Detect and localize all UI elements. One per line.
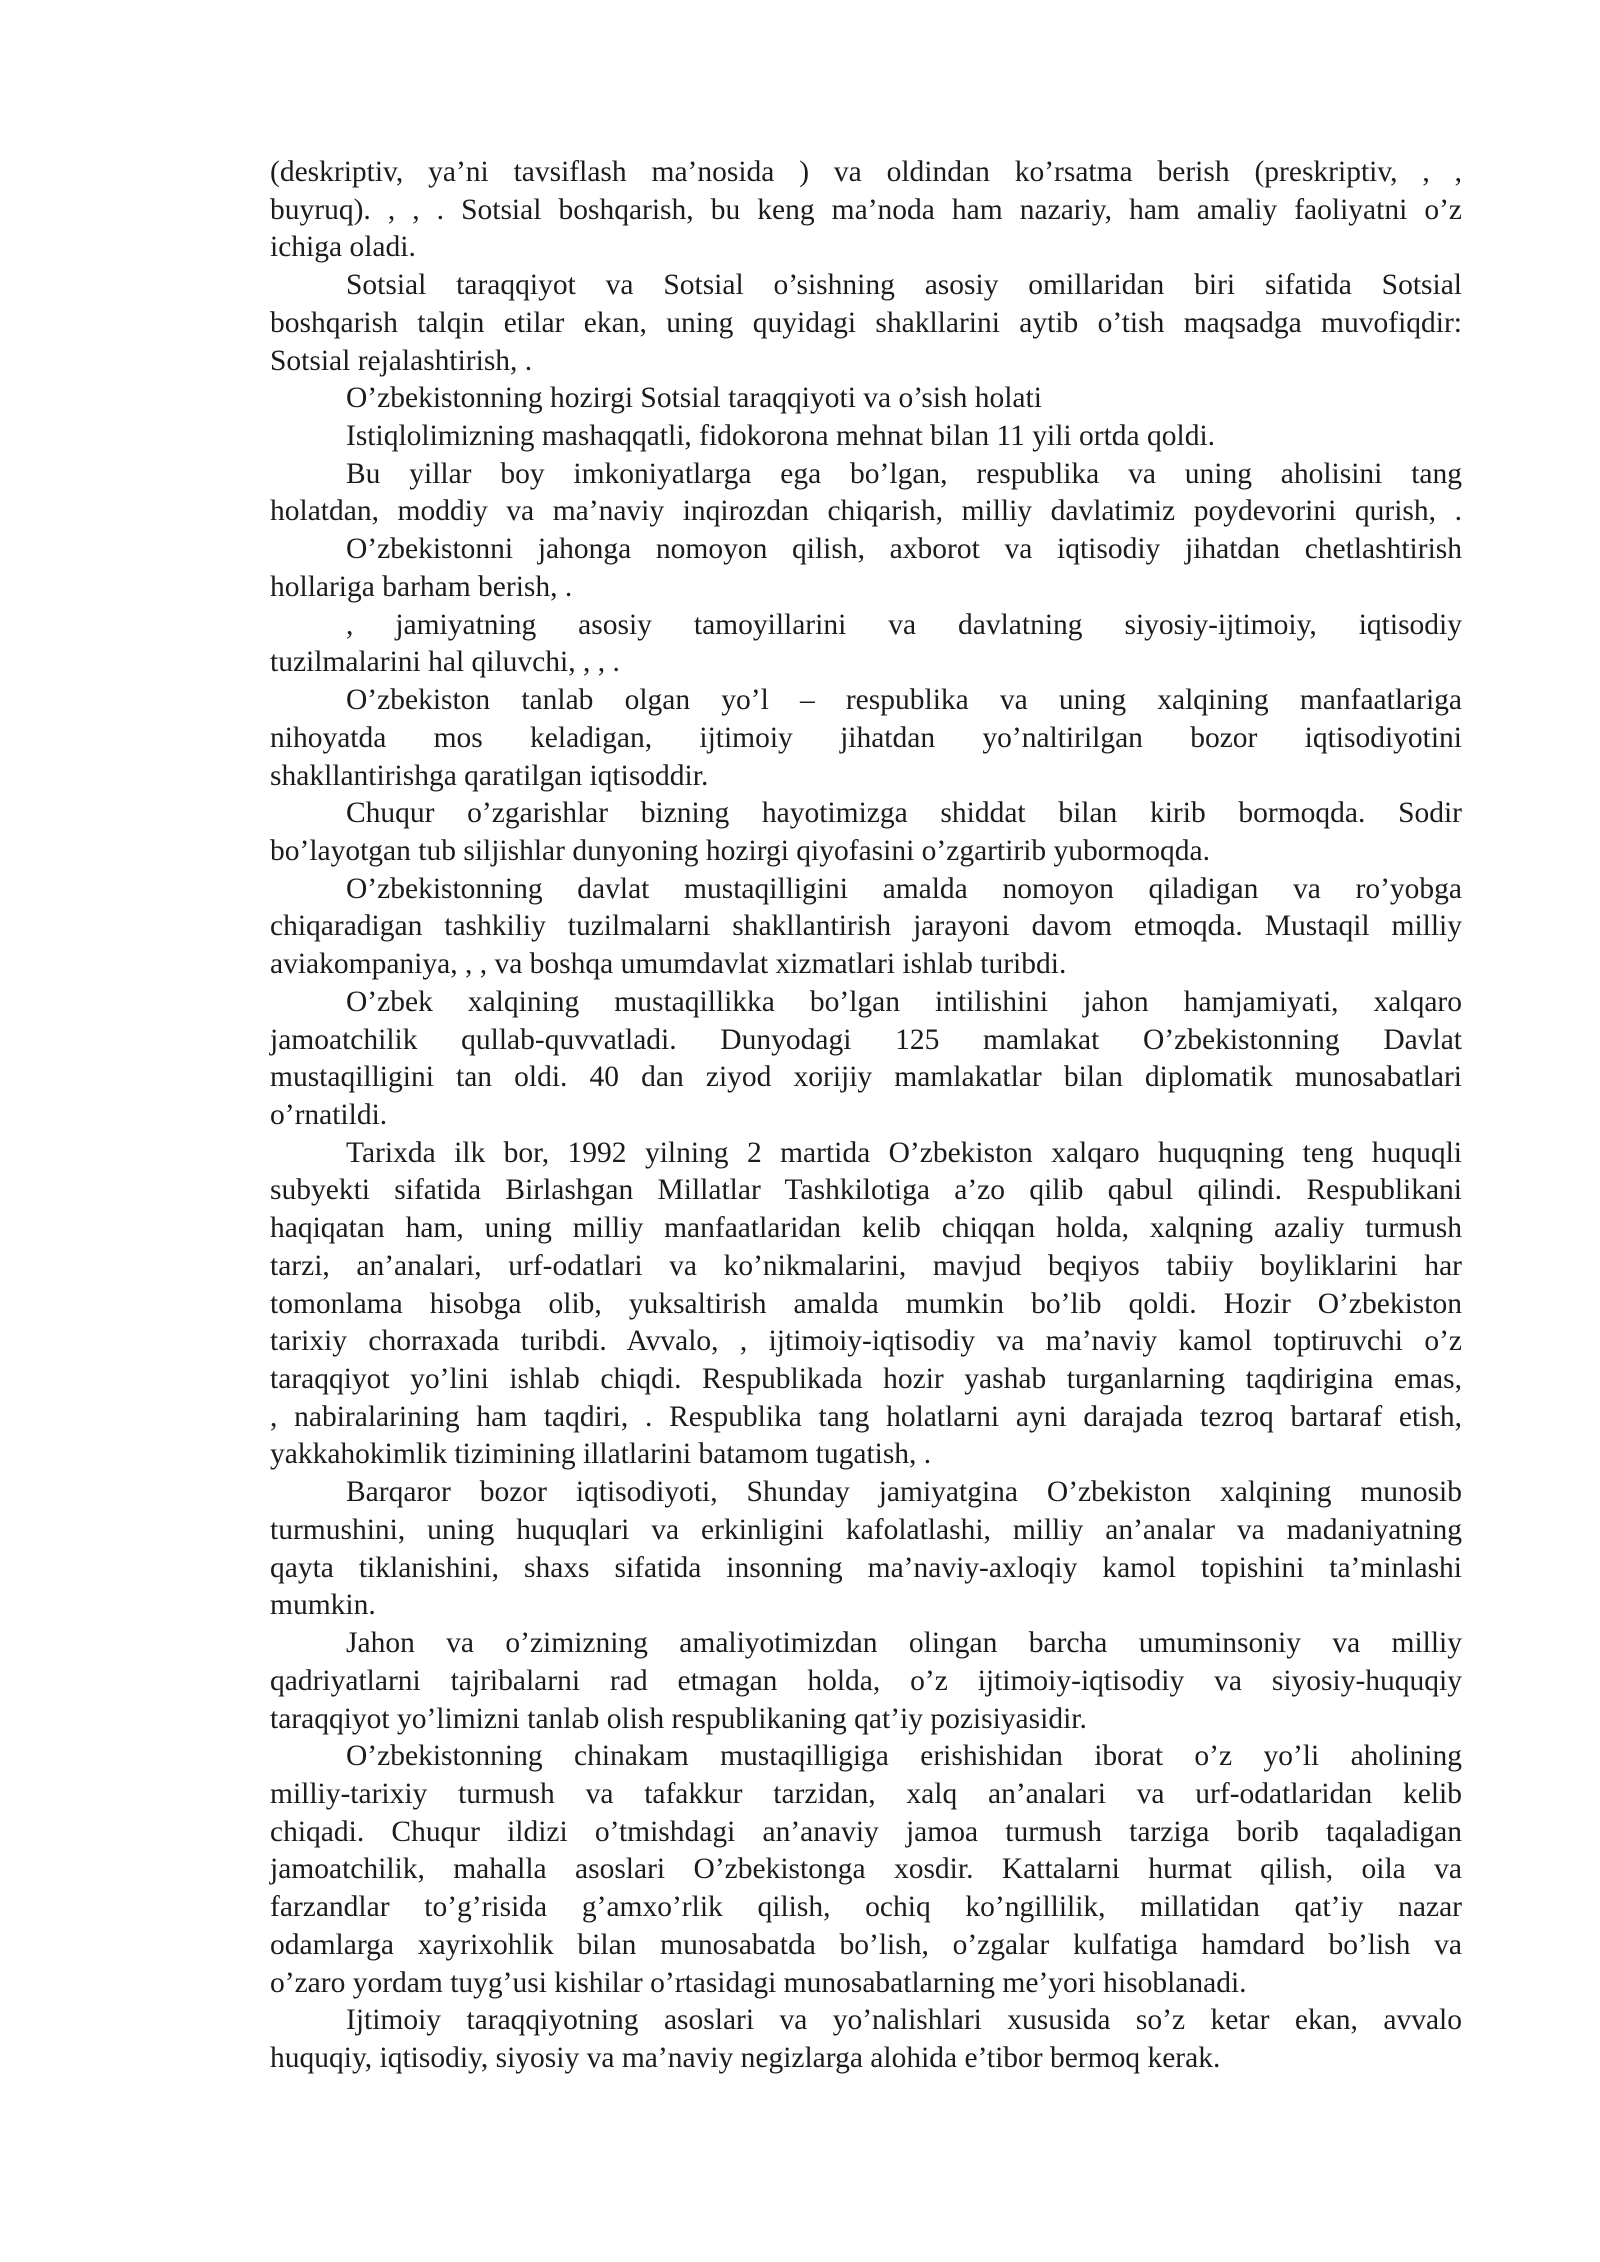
text-line: taraqqiyot yo’lini ishlab chiqdi. Respublikada hozir yashab turganlarning taqdirigina emas,: [270, 1363, 1462, 1395]
text-line: mumkin.: [270, 1589, 376, 1621]
text-line: haqiqatan ham, uning milliy manfaatlaridan kelib chiqqan holda, xalqning azaliy turmush: [270, 1212, 1462, 1244]
text-line: tuzilmalarini hal qiluvchi, , , .: [270, 646, 620, 678]
text-line: Sotsial rejalashtirish, .: [270, 345, 533, 377]
text-line: Bu yillar boy imkoniyatlarga ega bo’lgan, respublika va uning aholisini tang: [346, 458, 1462, 490]
text-line: (deskriptiv, ya’ni tavsiflash ma’nosida ) va oldindan ko’rsatma berish (preskriptiv, , ,: [270, 156, 1462, 188]
text-line: tomonlama hisobga olib, yuksaltirish amalda mumkin bo’lib qoldi. Hozir O’zbekiston: [270, 1288, 1462, 1320]
text-line: O’zbekistonning hozirgi Sotsial taraqqiyoti va o’sish holati: [346, 382, 1042, 414]
text-line: shakllantirishga qaratilgan iqtisoddir.: [270, 760, 709, 792]
text-line: qadriyatlarni tajribalarni rad etmagan holda, o’z ijtimoiy-iqtisodiy va siyosiy-huquqiy: [270, 1665, 1462, 1697]
text-line: jamoatchilik qullab-quvvatladi. Dunyodagi 125 mamlakat O’zbekistonning Davlat: [270, 1024, 1462, 1056]
text-line: holatdan, moddiy va ma’naviy inqirozdan chiqarish, milliy davlatimiz poydevorini qurish, .: [270, 495, 1462, 527]
text-line: o’zaro yordam tuyg’usi kishilar o’rtasidagi munosabatlarning me’yori hisoblanadi.: [270, 1967, 1247, 1999]
text-line: tarzi, an’analari, urf-odatlari va ko’nikmalarini, mavjud beqiyos tabiiy boyliklarini har: [270, 1250, 1462, 1282]
text-line: O’zbekistonni jahonga nomoyon qilish, axborot va iqtisodiy jihatdan chetlashtirish: [346, 533, 1462, 565]
text-line: , nabiralarining ham taqdiri, . Respublika tang holatlarni ayni darajada tezroq bartaraf etish,: [270, 1401, 1462, 1433]
text-line: Jahon va o’zimizning amaliyotimizdan olingan barcha umuminsoniy va milliy: [346, 1627, 1462, 1659]
text-line: O’zbekistonning chinakam mustaqilligiga erishishidan iborat o’z yo’li aholining: [346, 1740, 1462, 1772]
text-line: mustaqilligini tan oldi. 40 dan ziyod xorijiy mamlakatlar bilan diplomatik munosabatlari: [270, 1061, 1462, 1093]
text-line: nihoyatda mos keladigan, ijtimoiy jihatdan yo’naltirilgan bozor iqtisodiyotini: [270, 722, 1462, 754]
text-line: Tarixda ilk bor, 1992 yilning 2 martida O’zbekiston xalqaro huquqning teng huquqli: [346, 1137, 1462, 1169]
text-line: boshqarish talqin etilar ekan, uning quyidagi shakllarini aytib o’tish maqsadga muvofiqdir:: [270, 307, 1462, 339]
text-line: Ijtimoiy taraqqiyotning asoslari va yo’nalishlari xususida so’z ketar ekan, avvalo: [346, 2004, 1462, 2036]
text-line: jamoatchilik, mahalla asoslari O’zbekistonga xosdir. Kattalarni hurmat qilish, oila va: [270, 1853, 1462, 1885]
text-line: Istiqlolimizning mashaqqatli, fidokorona mehnat bilan 11 yili ortda qoldi.: [346, 420, 1216, 452]
text-line: subyekti sifatida Birlashgan Millatlar Tashkilotiga a’zo qilib qabul qilindi. Respublikani: [270, 1174, 1462, 1206]
text-line: taraqqiyot yo’limizni tanlab olish respublikaning qat’iy pozisiyasidir.: [270, 1703, 1087, 1735]
text-line: bo’layotgan tub siljishlar dunyoning hozirgi qiyofasini o’zgartirib yubormoqda.: [270, 835, 1211, 867]
text-line: O’zbekiston tanlab olgan yo’l – respublika va uning xalqining manfaatlariga: [346, 684, 1462, 716]
text-line: aviakompaniya, , , va boshqa umumdavlat xizmatlari ishlab turibdi.: [270, 948, 1067, 980]
text-line: Barqaror bozor iqtisodiyoti, Shunday jamiyatgina O’zbekiston xalqining munosib: [346, 1476, 1462, 1508]
text-line: O’zbek xalqining mustaqillikka bo’lgan intilishini jahon hamjamiyati, xalqaro: [346, 986, 1462, 1018]
text-line: odamlarga xayrixohlik bilan munosabatda bo’lish, o’zgalar kulfatiga hamdard bo’lish va: [270, 1929, 1462, 1961]
text-line: turmushini, uning huquqlari va erkinligini kafolatlashi, milliy an’analar va madaniyatning: [270, 1514, 1462, 1546]
text-line: farzandlar to’g’risida g’amxo’rlik qilish, ochiq ko’ngillilik, millatidan qat’iy nazar: [270, 1891, 1462, 1923]
text-line: Chuqur o’zgarishlar bizning hayotimizga shiddat bilan kirib bormoqda. Sodir: [346, 797, 1462, 829]
text-line: yakkahokimlik tizimining illatlarini batamom tugatish, .: [270, 1438, 932, 1470]
text-line: ichiga oladi.: [270, 231, 416, 263]
text-line: O’zbekistonning davlat mustaqilligini amalda nomoyon qiladigan va ro’yobga: [346, 873, 1462, 905]
text-line: huquqiy, iqtisodiy, siyosiy va ma’naviy negizlarga alohida e’tibor bermoq kerak.: [270, 2042, 1221, 2074]
text-line: tarixiy chorraxada turibdi. Avvalo, , ijtimoiy-iqtisodiy va ma’naviy kamol toptiruvchi o’z: [270, 1325, 1462, 1357]
text-line: milliy-tarixiy turmush va tafakkur tarzidan, xalq an’analari va urf-odatlaridan kelib: [270, 1778, 1462, 1810]
text-line: qayta tiklanishini, shaxs sifatida insonning ma’naviy-axloqiy kamol topishini ta’minlashi: [270, 1552, 1462, 1584]
text-line: o’rnatildi.: [270, 1099, 388, 1131]
text-line: chiqaradigan tashkiliy tuzilmalarni shakllantirish jarayoni davom etmoqda. Mustaqil milliy: [270, 910, 1462, 942]
text-line: , jamiyatning asosiy tamoyillarini va davlatning siyosiy-ijtimoiy, iqtisodiy: [346, 609, 1462, 641]
text-line: chiqadi. Chuqur ildizi o’tmishdagi an’anaviy jamoa turmush tarziga borib taqaladigan: [270, 1816, 1462, 1848]
text-line: Sotsial taraqqiyot va Sotsial o’sishning asosiy omillaridan biri sifatida Sotsial: [346, 269, 1462, 301]
text-line: buyruq). , , . Sotsial boshqarish, bu keng ma’noda ham nazariy, ham amaliy faoliyatni o’z: [270, 194, 1462, 226]
text-line: hollariga barham berish, .: [270, 571, 573, 603]
